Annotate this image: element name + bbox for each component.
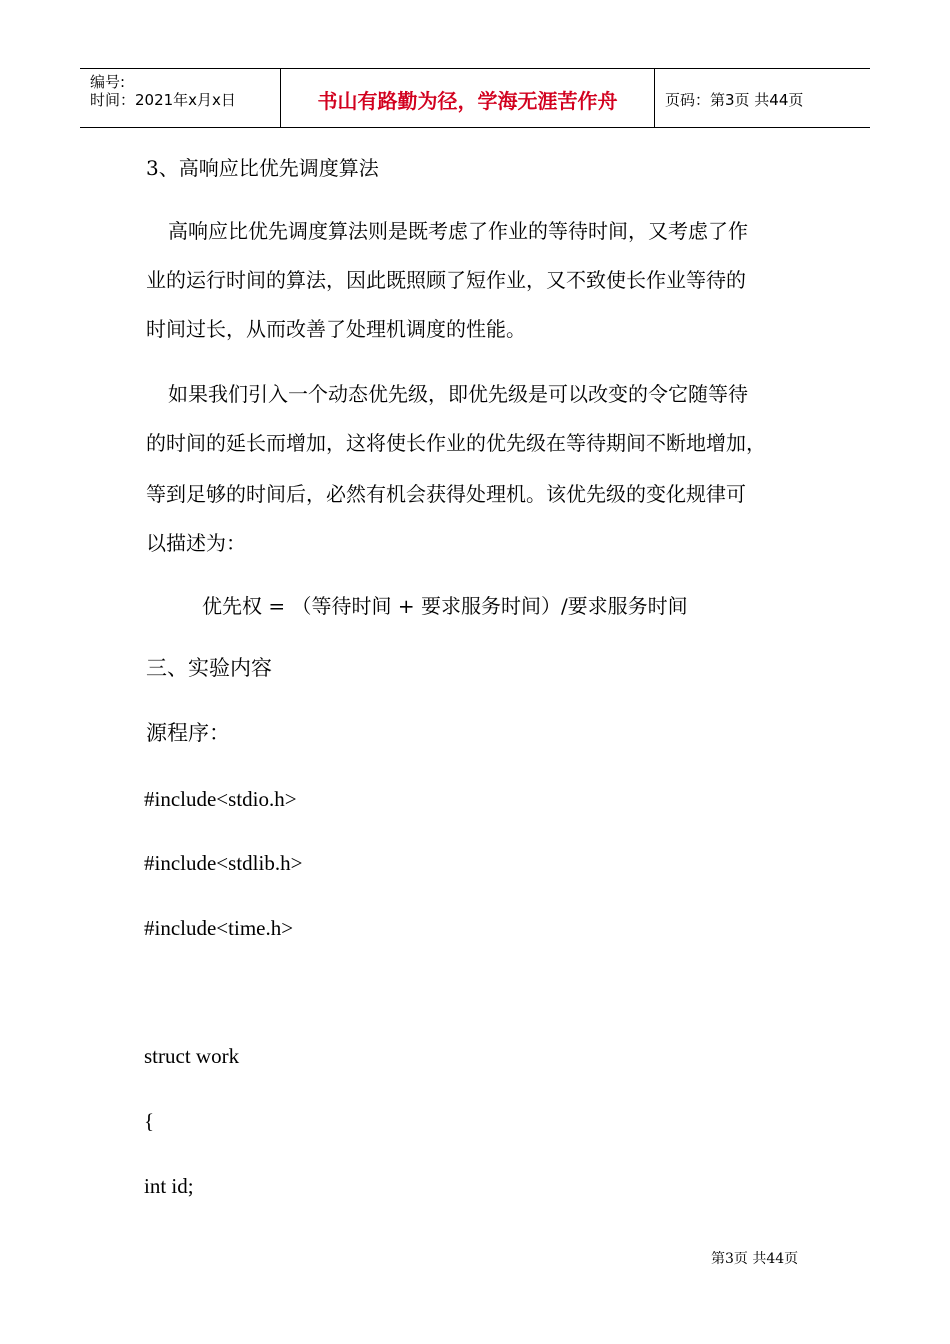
header-page-cell: [655, 69, 870, 127]
code-line: #include<time.h>: [144, 916, 294, 940]
header-motto: 书山有路勤为径，学海无涯苦作舟: [317, 89, 618, 113]
paragraph-2-line-2: 的时间的延长而增加，这将使长作业的优先级在等待期间不断地增加，: [146, 431, 766, 455]
code-line: #include<stdlib.h>: [144, 851, 303, 875]
paragraph-2-line-3: 等到足够的时间后，必然有机会获得处理机。该优先级的变化规律可: [146, 482, 746, 506]
header-motto-cell: [281, 69, 655, 127]
date-label: 时间：2021年x月x日: [90, 91, 236, 109]
source-label: 源程序：: [146, 721, 230, 745]
serial-number-label: 编号:: [90, 73, 126, 91]
header-page-info: 页码：第3页 共44页: [665, 91, 804, 109]
priority-formula: 优先权 = （等待时间 + 要求服务时间）/要求服务时间: [202, 594, 688, 618]
header-meta-cell: [80, 69, 281, 127]
paragraph-2-line-4: 以描述为：: [146, 531, 246, 555]
section-heading: 3、高响应比优先调度算法: [146, 156, 379, 180]
page-header: [80, 68, 870, 128]
page-footer: 第3页 共44页: [711, 1251, 799, 1267]
paragraph-1-line-2: 业的运行时间的算法，因此既照顾了短作业，又不致使长作业等待的: [146, 268, 746, 292]
paragraph-1-line-3: 时间过长，从而改善了处理机调度的性能。: [146, 317, 526, 341]
code-line: int id;: [144, 1174, 194, 1198]
code-line: struct work: [144, 1044, 240, 1068]
paragraph-2-line-1: 如果我们引入一个动态优先级，即优先级是可以改变的令它随等待: [168, 382, 748, 406]
experiment-heading: 三、实验内容: [146, 656, 272, 680]
paragraph-1-line-1: 高响应比优先调度算法则是既考虑了作业的等待时间，又考虑了作: [168, 219, 748, 243]
code-line: #include<stdio.h>: [144, 787, 297, 811]
code-line: {: [144, 1109, 155, 1133]
